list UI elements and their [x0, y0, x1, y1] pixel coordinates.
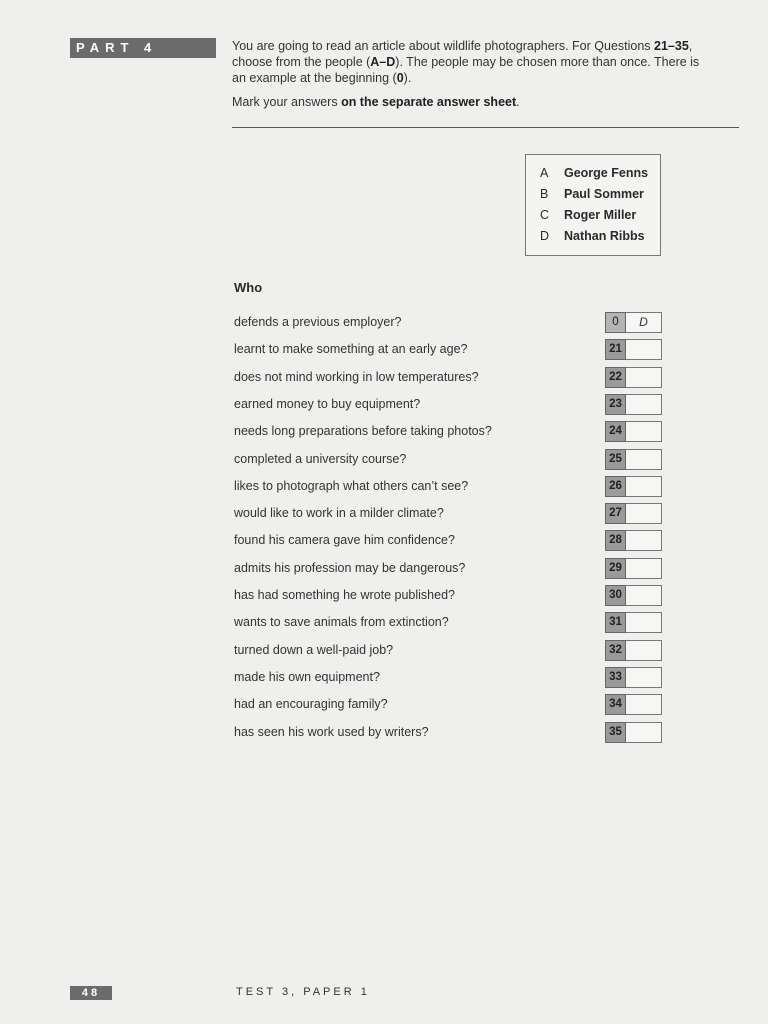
question-row	[234, 667, 664, 689]
answer-box[interactable]	[626, 558, 662, 579]
question-text: earned money to buy equipment?	[234, 397, 421, 411]
question-text: found his camera gave him confidence?	[234, 533, 455, 547]
answer-box[interactable]	[626, 394, 662, 415]
answer-box[interactable]	[626, 694, 662, 715]
question-row	[234, 367, 664, 389]
question-text: completed a university course?	[234, 452, 407, 466]
answer-box[interactable]	[626, 367, 662, 388]
answer-box[interactable]	[626, 667, 662, 688]
question-number: 31	[605, 612, 626, 633]
question-row	[234, 476, 664, 498]
question-row	[234, 558, 664, 580]
question-text: would like to work in a milder climate?	[234, 506, 444, 520]
answer-box[interactable]	[626, 585, 662, 606]
question-number: 0	[605, 312, 626, 333]
question-number: 29	[605, 558, 626, 579]
question-number: 33	[605, 667, 626, 688]
question-number: 30	[605, 585, 626, 606]
question-text: turned down a well-paid job?	[234, 643, 394, 657]
example-row	[234, 312, 664, 334]
question-row	[234, 612, 664, 634]
question-row	[234, 339, 664, 361]
divider	[232, 127, 739, 128]
question-number: 32	[605, 640, 626, 661]
person-d: D Nathan Ribbs	[540, 229, 645, 243]
person-a: A George Fenns	[540, 166, 649, 180]
person-b: B Paul Sommer	[540, 187, 644, 201]
answer-box[interactable]	[626, 421, 662, 442]
question-text: learnt to make something at an early age?	[234, 342, 468, 356]
question-text: does not mind working in low temperatures?	[234, 370, 479, 384]
part-label: PART 4	[70, 38, 216, 58]
answer-box[interactable]	[626, 530, 662, 551]
who-heading: Who	[234, 280, 263, 295]
question-text: made his own equipment?	[234, 670, 380, 684]
question-row	[234, 394, 664, 416]
question-row	[234, 722, 664, 744]
question-text: needs long preparations before taking photos?	[234, 424, 492, 438]
question-text: wants to save animals from extinction?	[234, 615, 449, 629]
question-number: 23	[605, 394, 626, 415]
page-number: 48	[70, 986, 112, 1000]
footer-title: TEST 3, PAPER 1	[236, 986, 370, 998]
answer-box[interactable]	[626, 449, 662, 470]
question-text: has had something he wrote published?	[234, 588, 455, 602]
question-number: 22	[605, 367, 626, 388]
question-row	[234, 530, 664, 552]
answer-box[interactable]	[626, 476, 662, 497]
answer-box[interactable]	[626, 339, 662, 360]
answer-box: D	[626, 312, 662, 333]
question-row	[234, 694, 664, 716]
answer-box[interactable]	[626, 503, 662, 524]
question-number: 26	[605, 476, 626, 497]
answer-box[interactable]	[626, 612, 662, 633]
question-text: likes to photograph what others can’t see?	[234, 479, 469, 493]
question-text: admits his profession may be dangerous?	[234, 561, 466, 575]
question-row	[234, 421, 664, 443]
question-number: 24	[605, 421, 626, 442]
question-number: 21	[605, 339, 626, 360]
question-number: 27	[605, 503, 626, 524]
question-text: has seen his work used by writers?	[234, 725, 429, 739]
instructions	[232, 38, 702, 118]
question-number: 28	[605, 530, 626, 551]
people-key-box	[525, 154, 661, 256]
question-number: 25	[605, 449, 626, 470]
question-row	[234, 640, 664, 662]
instructions-paragraph-1: You are going to read an article about wildlife photographers. For Questions 21–35, choose from the people (A–D). The people may be chosen more than once. There is an example at the beginning (0).	[232, 39, 700, 85]
question-text: had an encouraging family?	[234, 697, 388, 711]
question-row	[234, 503, 664, 525]
answer-box[interactable]	[626, 722, 662, 743]
person-c: C Roger Miller	[540, 208, 637, 222]
question-row	[234, 585, 664, 607]
question-text: defends a previous employer?	[234, 315, 402, 329]
answer-box[interactable]	[626, 640, 662, 661]
question-row	[234, 449, 664, 471]
question-number: 34	[605, 694, 626, 715]
instructions-paragraph-2: Mark your answers on the separate answer sheet.	[232, 95, 520, 109]
question-number: 35	[605, 722, 626, 743]
